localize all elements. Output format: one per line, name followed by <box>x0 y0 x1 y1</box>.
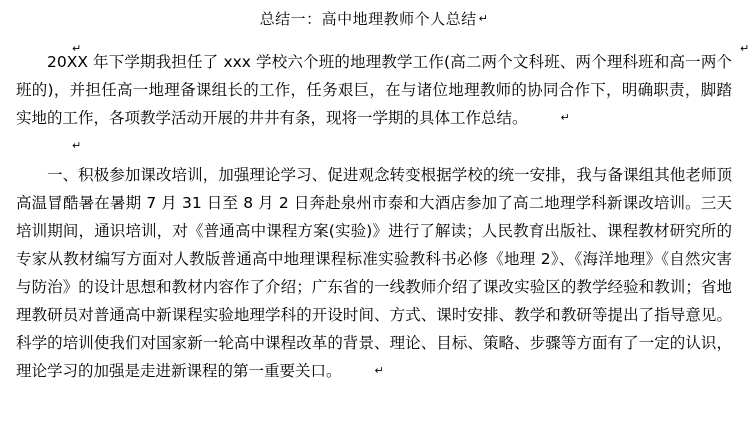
paragraph-mark-icon-1: ↵ <box>560 111 570 124</box>
paragraph-1 <box>16 48 732 134</box>
paragraph-mark-icon-left-1: ↵ <box>72 42 82 55</box>
paragraph-spacer-1 <box>16 134 732 143</box>
paragraph-mark-icon-2: ↵ <box>374 364 384 377</box>
paragraph-spacer-2 <box>16 143 732 161</box>
paragraph-mark-icon: ↵ <box>478 12 489 25</box>
title-spacer <box>16 34 732 48</box>
paragraph-1-text: 20XX 年下学期我担任了 xxx 学校六个班的地理教学工作(高二两个文科班、两个理科班和高一两个班的)，并担任高一地理备课组长的工作，任务艰巨，在与诸位地理教师的协同合作下，明确职责，脚踏实地的工作，各项教学活动开展的井井有条，现将一学期的具体工作总结。 <box>16 53 732 127</box>
page-title-text: 总结一：高中地理教师个人总结 <box>259 10 477 28</box>
paragraph-mark-icon-right-1: ↵ <box>740 42 750 55</box>
paragraph-mark-icon-left-2: ↵ <box>72 139 82 152</box>
paragraph-2 <box>16 161 732 387</box>
paragraph-2-text: 一、积极参加课改培训，加强理论学习、促进观念转变根据学校的统一安排，我与备课组其他老师顶高温冒酷暑在暑期 7 月 31 日至 8 月 2 日奔赴泉州市泰和大酒店参加了高二地理学科新课改培训。三天培训期间，通识培训，对《普通高中课程方案(实验)》进行了解读；人民教育出版社、课程教材研究所的专家从教材编写方面对人教版普通高中地理课程标准实验教科书必修《地理 2》、《海洋地理》《自然灾害与防治》的设计思想和教材内容作了介绍；广东省的一线教师介绍了课改实验区的教学经验和教训；省地理教研员对普通高中新课程实验地理学科的开设时间、方式、课时安排、教学和教研等提出了指导意见。科学的培训使我们对国家新一轮高中课程改革的背景、理论、目标、策略、步骤等方面有了一定的认识，理论学习的加强是走进新课程的第一重要关口。 <box>16 166 732 380</box>
page-title <box>16 6 732 34</box>
